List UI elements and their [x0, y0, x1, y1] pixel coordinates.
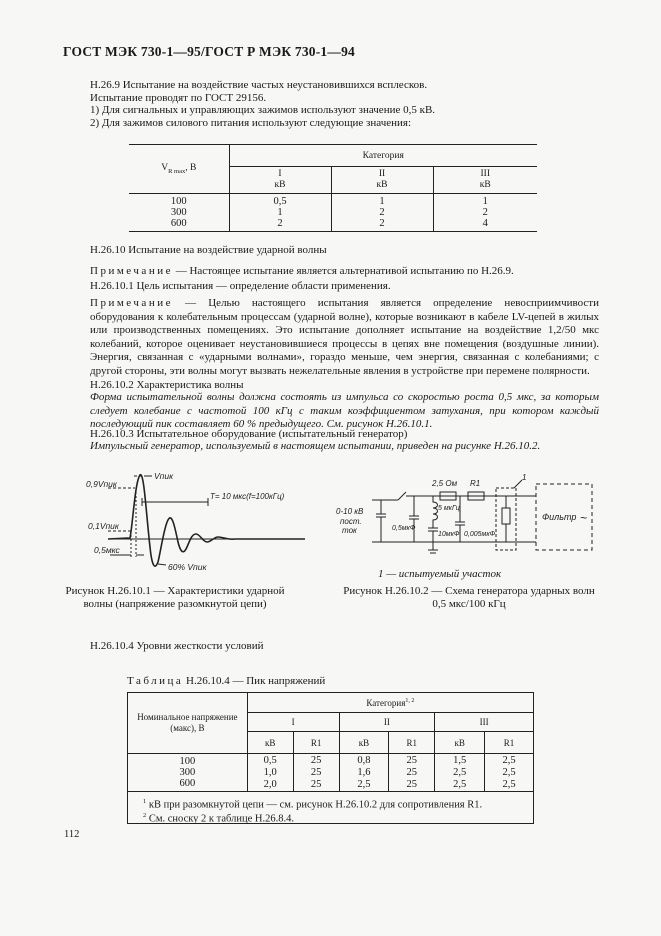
cell: 25: [389, 778, 435, 792]
cell: 0,5: [247, 754, 293, 768]
cell: 0,5: [229, 194, 331, 208]
cell: 2,0: [247, 778, 293, 792]
cell: 25: [389, 754, 435, 768]
table-transient-values: [129, 144, 537, 232]
label-01vpeak: 0,1Vпик: [88, 521, 119, 531]
col-header-ii: [331, 167, 433, 194]
section-h26-10-2: Н.26.10.2 Характеристика волны: [90, 379, 244, 391]
label-r1: R1: [470, 479, 481, 488]
switch: [398, 492, 406, 500]
cell: 100: [170, 196, 187, 207]
row-header: Номинальное напряжение (макс), В: [128, 693, 248, 754]
cell: 600: [170, 218, 187, 229]
label-inductor: 5 мкГц: [438, 505, 460, 512]
cell: 2: [229, 218, 331, 232]
group-ii: II: [339, 713, 435, 732]
note-2: [90, 297, 599, 378]
group-header-text: Категория: [366, 697, 406, 708]
cell: 1: [229, 207, 331, 218]
table-row: [128, 754, 534, 768]
section-h26-10-4: Н.26.10.4 Уровни жесткости условий: [90, 640, 264, 652]
cell: 1,0: [247, 767, 293, 778]
section-h26-10-3: Н.26.10.3 Испытательное оборудование (испытательный генератор): [90, 428, 408, 440]
table-label: Таблица: [127, 675, 184, 687]
label-source-current: ток: [342, 526, 357, 535]
section-h26-10-3-text: Импульсный генератор, используемый в настоящем испытании, приведен на рисунке Н.26.10.2.: [90, 440, 541, 452]
label-source-dc: пост.: [340, 517, 362, 526]
figure-surge-generator-circuit: [336, 470, 606, 570]
dut-element: [502, 508, 510, 524]
table-row: [128, 767, 534, 778]
table2-title: [127, 675, 325, 688]
section-h26-9-line3: 2) Для зажимов силового питания используют следующие значения:: [90, 117, 412, 129]
cell: 600: [128, 778, 248, 792]
label-09vpeak: 0,9Vпик: [86, 479, 117, 489]
label-ac: ~: [580, 511, 588, 525]
table-row: [129, 194, 537, 208]
subcol: кВ: [339, 732, 389, 754]
cell: 25: [293, 778, 339, 792]
page-number: 112: [64, 829, 80, 840]
col-header-iii: [433, 167, 537, 194]
cell: 2,5: [435, 778, 485, 792]
cell: 2: [433, 207, 537, 218]
group-header: Категория: [229, 145, 537, 167]
section-h26-10-heading: Н.26.10 Испытание на воздействие ударной волны: [90, 244, 327, 256]
label-vpeak: Vпик: [154, 471, 174, 481]
cell: 1,5: [435, 754, 485, 768]
label-filter: Фильтр: [542, 512, 577, 522]
row-header-unit: , В: [185, 163, 197, 174]
note-1: [90, 265, 514, 278]
label-c3: 0,005мкФ: [464, 531, 496, 538]
col-header-i: [229, 167, 331, 194]
subcol: кВ: [435, 732, 485, 754]
cell: 2,5: [485, 778, 534, 792]
section-h26-9-heading: Н.26.9 Испытание на воздействие частых неустановившихся всплесков.: [90, 79, 428, 91]
col-unit: кВ: [376, 180, 388, 190]
section-h26-9-line2: 1) Для сигнальных и управляющих зажимов используют значение 0,5 кВ.: [90, 104, 436, 116]
footnote-sup: 1: [143, 798, 147, 805]
label-r25: 2,5 Ом: [432, 479, 458, 488]
cell: 100: [128, 754, 248, 768]
note-label: Примечание: [90, 265, 173, 277]
cell: 4: [433, 218, 537, 232]
figure-surge-waveform: [80, 462, 310, 582]
note-text: — Целью настоящего испытания является определение невосприимчивости оборудования к колебательным процессам (ударной волне), которые возникают в кабеле LV-цепей в жилых или производственных помещениях. Это испытание дополняет испытание на воздействие 1,2/50 мкс колебаний, которое оценивает неустановившиеся процессы в цепях вне помещения (воздушные линии). Энергия, связанная с «ударными волнами», гораздо меньше, чем энергия, связанная с колебаниями; с другой стороны, эти волны могут вызвать нежелательные явления в устройстве при перемене полярности.: [90, 297, 599, 377]
table-row: [129, 207, 537, 218]
col-unit: кВ: [479, 180, 491, 190]
group-iii: III: [435, 713, 534, 732]
inductor: [433, 496, 438, 528]
section-h26-9-line1: Испытание проводят по ГОСТ 29156.: [90, 92, 267, 104]
group-header: [247, 693, 533, 713]
cell: 2: [331, 218, 433, 232]
label-60pct: 60% Vпик: [168, 562, 207, 572]
cell: 25: [293, 754, 339, 768]
label-source-voltage: 0-10 кВ: [336, 507, 364, 516]
cell: 1,6: [339, 767, 389, 778]
fig2-legend: 1 — испытуемый участок: [378, 568, 502, 580]
cell: 2,5: [502, 767, 516, 778]
row-header-cell: [129, 145, 229, 194]
subcol: R1: [389, 732, 435, 754]
note-text: — Настоящее испытание является альтернативой испытанию по Н.26.9.: [172, 265, 514, 277]
label-period: T= 10 мкс(f=100кГц): [210, 492, 285, 501]
leader: [158, 564, 166, 565]
cell: 2,5: [339, 778, 389, 792]
group-header-sup: 1, 2: [405, 697, 415, 704]
label-c1: 0,5мкФ: [392, 525, 416, 532]
col-roman: II: [378, 169, 386, 179]
cell: 0,8: [339, 754, 389, 768]
subcol: R1: [485, 732, 534, 754]
table-row: [128, 778, 534, 792]
col-unit: кВ: [274, 180, 286, 190]
table-row: [129, 218, 537, 232]
cell: 25: [389, 767, 435, 778]
label-1: 1: [522, 473, 527, 482]
subcol: кВ: [247, 732, 293, 754]
note-label: Примечание: [90, 297, 173, 309]
cell: 2: [331, 207, 433, 218]
row-header-v: V: [161, 163, 169, 174]
footnote-2: [143, 809, 294, 826]
cell: 25: [293, 767, 339, 778]
footnote-text: См. сноску 2 к таблице Н.26.8.4.: [146, 813, 294, 825]
fig1-caption: Рисунок Н.26.10.1 — Характеристики ударной волны (напряжение разомкнутой цепи): [65, 585, 285, 610]
leader-1: [514, 480, 522, 488]
section-h26-10-2-text: Форма испытательной волны должна состоять из импульса со скоростью роста 0,5 мкс, за которым следует колебание с частотой 100 кГц с таким коэффициентом затухания, при котором каждый последующий пик составляет 60 % предыдущего. См. рисунок Н.26.10.1.: [90, 391, 599, 430]
fig2-caption: Рисунок Н.26.10.2 — Схема генератора ударных волн 0,5 мкс/100 кГц: [343, 585, 595, 610]
col-roman: III: [480, 169, 490, 179]
cell: 2,5: [502, 755, 516, 766]
col-roman: I: [278, 169, 282, 179]
cell: 2,5: [435, 767, 485, 778]
label-05us: 0,5мкс: [94, 545, 120, 555]
cell: 1: [331, 194, 433, 208]
row-header-sub: R max: [168, 167, 186, 175]
cell: 1: [433, 194, 537, 208]
cell: 300: [170, 207, 187, 218]
label-c2: 10мкФ: [438, 531, 460, 538]
table-title-text: Н.26.10.4 — Пик напряжений: [183, 675, 326, 687]
cell: 300: [128, 767, 248, 778]
page-header: ГОСТ МЭК 730-1—95/ГОСТ Р МЭК 730-1—94: [63, 44, 355, 59]
footnote-text: кВ при разомкнутой цепи — см. рисунок Н.26.10.2 для сопротивления R1.: [146, 799, 483, 811]
group-i: I: [247, 713, 339, 732]
footnote-sup: 2: [143, 812, 147, 819]
subcol: R1: [293, 732, 339, 754]
section-h26-10-1: Н.26.10.1 Цель испытания — определение области применения.: [90, 280, 391, 292]
waveform-curve: [108, 475, 305, 566]
